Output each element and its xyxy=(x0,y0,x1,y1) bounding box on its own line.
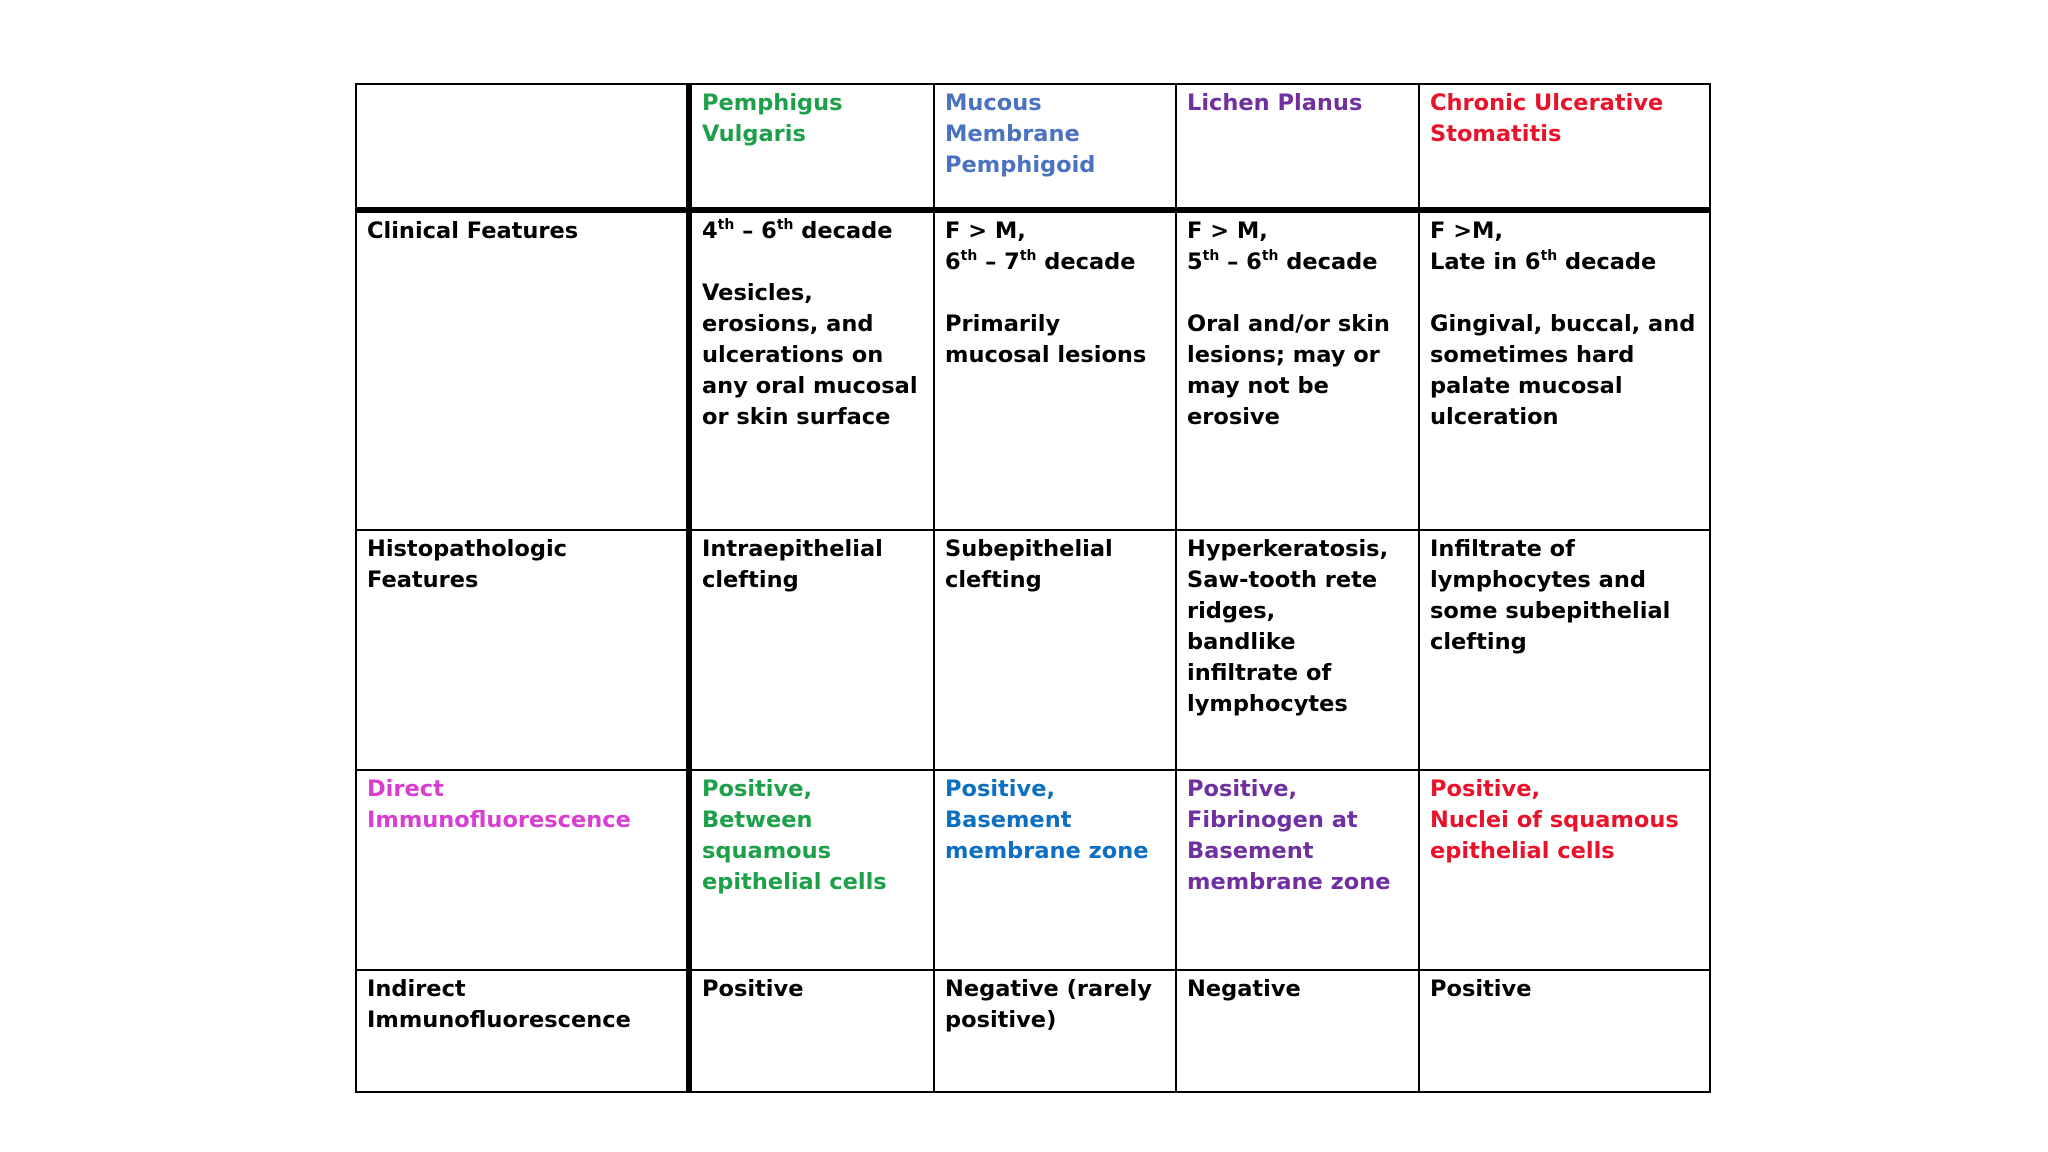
header-row xyxy=(356,84,1710,210)
indirect-immunofluorescence-row xyxy=(356,970,1710,1092)
row-label-clinical-features: Clinical Features xyxy=(356,210,689,530)
cell-iif-pv: Positive xyxy=(689,970,934,1092)
cell-dif-pv: Positive, Between squamous epithelial cells xyxy=(689,770,934,970)
cell-histo-cus: Infiltrate of lymphocytes and some subepithelial clefting xyxy=(1419,530,1710,770)
cell-iif-cus: Positive xyxy=(1419,970,1710,1092)
cell-clinical-lp: F > M, 5th – 6th decade Oral and/or skin lesions; may or may not be erosive xyxy=(1176,210,1419,530)
row-label-indirect-immunofluorescence: Indirect Immunofluorescence xyxy=(356,970,689,1092)
header-pemphigus-vulgaris: Pemphigus Vulgaris xyxy=(689,84,934,210)
cell-clinical-mmp: F > M, 6th – 7th decade Primarily mucosal lesions xyxy=(934,210,1176,530)
header-lichen-planus: Lichen Planus xyxy=(1176,84,1419,210)
header-chronic-ulcerative-stomatitis: Chronic Ulcerative Stomatitis xyxy=(1419,84,1710,210)
cell-clinical-pv: 4th – 6th decade Vesicles, erosions, and ulcerations on any oral mucosal or skin surface xyxy=(689,210,934,530)
cell-iif-lp: Negative xyxy=(1176,970,1419,1092)
header-mucous-membrane-pemphigoid: Mucous Membrane Pemphigoid xyxy=(934,84,1176,210)
comparison-table xyxy=(355,83,1711,1093)
cell-dif-cus: Positive, Nuclei of squamous epithelial cells xyxy=(1419,770,1710,970)
clinical-features-row xyxy=(356,210,1710,530)
cell-histo-pv: Intraepithelial clefting xyxy=(689,530,934,770)
cell-clinical-cus: F >M, Late in 6th decade Gingival, buccal, and sometimes hard palate mucosal ulceration xyxy=(1419,210,1710,530)
direct-immunofluorescence-row xyxy=(356,770,1710,970)
row-label-direct-immunofluorescence: Direct Immunofluorescence xyxy=(356,770,689,970)
header-corner-cell xyxy=(356,84,689,210)
cell-histo-lp: Hyperkeratosis, Saw-tooth rete ridges, bandlike infiltrate of lymphocytes xyxy=(1176,530,1419,770)
cell-histo-mmp: Subepithelial clefting xyxy=(934,530,1176,770)
cell-dif-mmp: Positive, Basement membrane zone xyxy=(934,770,1176,970)
row-label-histopathologic-features: Histopathologic Features xyxy=(356,530,689,770)
histopathologic-features-row xyxy=(356,530,1710,770)
cell-dif-lp: Positive, Fibrinogen at Basement membrane zone xyxy=(1176,770,1419,970)
cell-iif-mmp: Negative (rarely positive) xyxy=(934,970,1176,1092)
